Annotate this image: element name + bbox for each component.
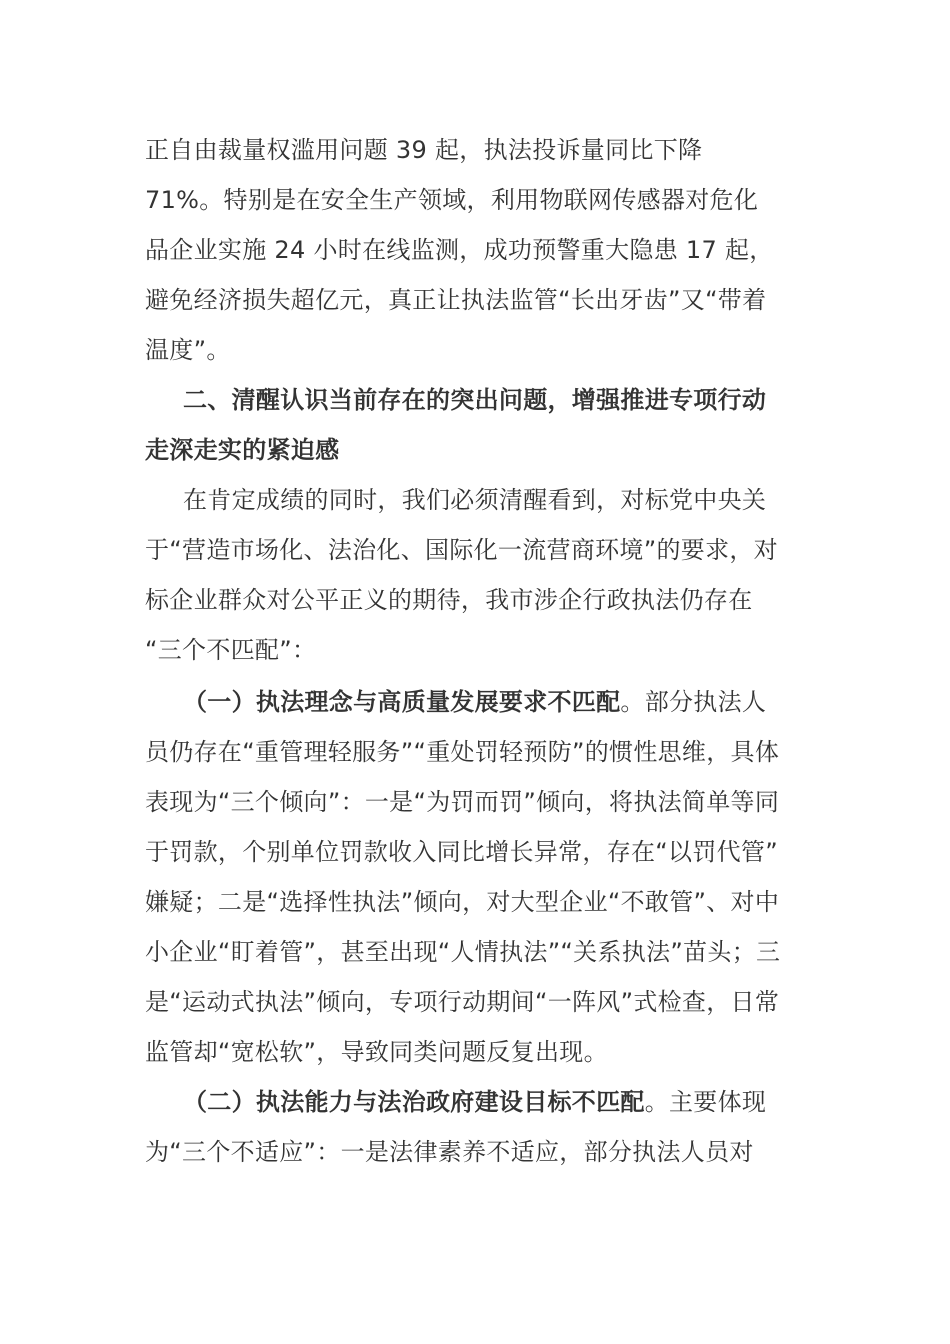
text-segment: 正自由裁量权滥用问题 39 起，执法投诉量同比下降: [145, 136, 703, 164]
section-heading-text: 走深走实的紧迫感: [145, 436, 340, 464]
text-line: [145, 633, 316, 667]
text-segment: 监管却“宽松软”，导致同类问题反复出现。: [145, 1038, 608, 1066]
text-line: [145, 1135, 754, 1169]
text-segment: 于罚款，个别单位罚款收入同比增长异常，存在“以罚代管”: [145, 838, 778, 866]
text-segment: 。主要体现: [644, 1088, 767, 1116]
text-segment: 表现为“三个倾向”：一是“为罚而罚”倾向，将执法简单等同: [145, 788, 780, 816]
text-segment: 是“运动式执法”倾向，专项行动期间“一阵风”式检查，日常: [145, 988, 780, 1016]
text-line: [183, 1085, 766, 1119]
text-segment: 71%。特别是在安全生产领域，利用物联网传感器对危化: [145, 186, 759, 214]
text-line: [145, 583, 753, 617]
text-segment: 标企业群众对公平正义的期待，我市涉企行政执法仍存在: [145, 586, 753, 614]
text-line: [145, 735, 779, 769]
text-line: [145, 885, 779, 919]
text-line: [145, 1035, 608, 1069]
text-line: [183, 685, 766, 719]
subheading-text: （二）执法能力与法治政府建设目标不匹配: [183, 1088, 645, 1116]
text-segment: 嫌疑；二是“选择性执法”倾向，对大型企业“不敢管”、对中: [145, 888, 780, 916]
text-line: [145, 985, 779, 1019]
text-segment: “三个不匹配”：: [145, 636, 317, 664]
text-line: [145, 283, 766, 317]
text-line: [145, 785, 779, 819]
section-heading-line: [183, 383, 766, 417]
text-line: [183, 483, 766, 517]
text-line: [145, 533, 778, 567]
text-line: [145, 333, 231, 367]
text-segment: 温度”。: [145, 336, 231, 364]
text-segment: 为“三个不适应”：一是法律素养不适应，部分执法人员对: [145, 1138, 754, 1166]
text-segment: 员仍存在“重管理轻服务”“重处罚轻预防”的惯性思维，具体: [145, 738, 780, 766]
text-segment: 避免经济损失超亿元，真正让执法监管“长出牙齿”又“带着: [145, 286, 767, 314]
text-line: [145, 935, 780, 969]
text-line: [145, 183, 758, 217]
text-line: [145, 835, 778, 869]
text-segment: 品企业实施 24 小时在线监测，成功预警重大隐患 17 起，: [145, 236, 774, 264]
text-line: [145, 133, 702, 167]
text-line: [145, 233, 774, 267]
section-heading-text: 二、清醒认识当前存在的突出问题，增强推进专项行动: [183, 386, 767, 414]
text-segment: 在肯定成绩的同时，我们必须清醒看到，对标党中央关: [183, 486, 767, 514]
text-segment: 于“营造市场化、法治化、国际化一流营商环境”的要求，对: [145, 536, 778, 564]
section-heading-line: [145, 433, 339, 467]
subheading-text: （一）执法理念与高质量发展要求不匹配: [183, 688, 621, 716]
text-segment: 小企业“盯着管”，甚至出现“人情执法”“关系执法”苗头；三: [145, 938, 781, 966]
text-segment: 。部分执法人: [620, 688, 767, 716]
